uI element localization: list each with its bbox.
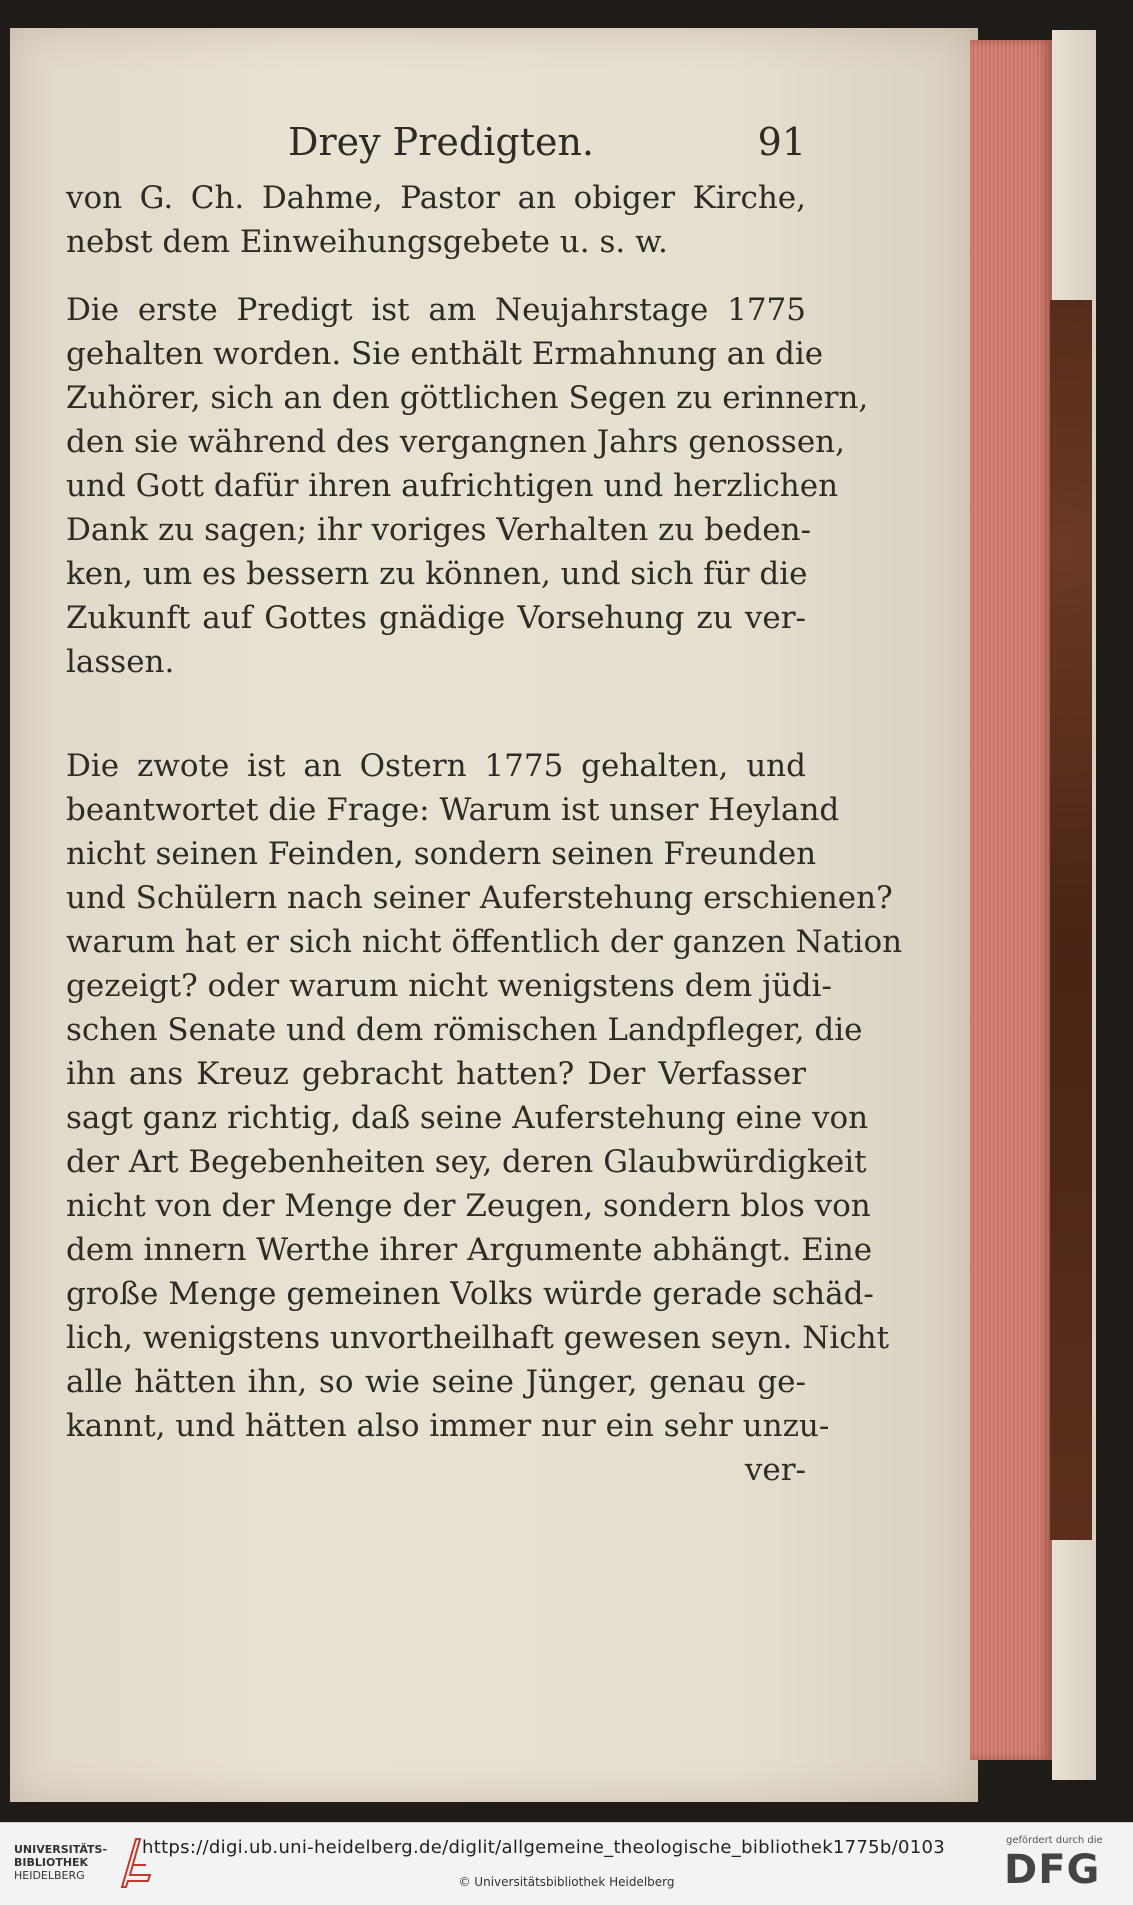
funding-caption: gefördert durch die <box>1006 1835 1103 1846</box>
library-name-line2: BIBLIOTHEK <box>14 1856 89 1869</box>
text-line: schen Senate und dem römischen Landpfleger, die <box>66 1012 863 1048</box>
text-line: warum hat er sich nicht öffentlich der ganzen Nation <box>66 924 903 960</box>
text-line: Die zwote ist an Ostern 1775 gehalten, und <box>66 748 806 784</box>
text-line: ihn ans Kreuz gebracht hatten? Der Verfasser <box>66 1056 806 1092</box>
text-line: Die erste Predigt ist am Neujahrstage 1775 <box>66 292 806 328</box>
text-line: gezeigt? oder warum nicht wenigstens dem jüdi- <box>66 968 832 1004</box>
text-line: nicht von der Menge der Zeugen, sondern blos von <box>66 1188 871 1224</box>
text-line: dem innern Werthe ihrer Argumente abhängt. Eine <box>66 1232 873 1268</box>
text-line: und Schülern nach seiner Auferstehung erschienen? <box>66 880 893 916</box>
text-line: den sie während des vergangnen Jahrs genossen, <box>66 424 845 460</box>
leather-binding <box>1050 300 1092 1540</box>
copyright-notice: © Universitätsbibliothek Heidelberg <box>458 1875 675 1889</box>
text-line: Zukunft auf Gottes gnädige Vorsehung zu ver- <box>66 600 806 636</box>
text-line: Zuhörer, sich an den göttlichen Segen zu erinnern, <box>66 380 869 416</box>
library-name-line3: HEIDELBERG <box>14 1869 85 1882</box>
text-line: und Gott dafür ihren aufrichtigen und herzlichen <box>66 468 839 504</box>
text-line: von G. Ch. Dahme, Pastor an obiger Kirche, <box>66 180 806 216</box>
viewer-footer <box>0 1822 1133 1905</box>
page-text <box>66 120 903 1492</box>
text-line: Dank zu sagen; ihr voriges Verhalten zu beden- <box>66 512 812 548</box>
paragraph-first-sermon <box>66 288 869 684</box>
text-line: beantwortet die Frage: Warum ist unser Heyland <box>66 792 840 828</box>
paragraph-second-sermon <box>66 744 903 1492</box>
text-line: nicht seinen Feinden, sondern seinen Freunden <box>66 836 817 872</box>
text-line: große Menge gemeinen Volks würde gerade schäd- <box>66 1276 874 1312</box>
text-line: gehalten worden. Sie enthält Ermahnung an die <box>66 336 824 372</box>
page-number: 91 <box>757 120 806 164</box>
running-head <box>66 120 806 176</box>
text-line: lich, wenigstens unvortheilhaft gewesen seyn. Nicht <box>66 1320 890 1356</box>
text-line: kannt, und hätten also immer nur ein sehr unzu- <box>66 1408 830 1444</box>
intro-paragraph <box>66 176 806 264</box>
catchword: ver- <box>744 1452 806 1488</box>
text-line: nebst dem Einweihungsgebete u. s. w. <box>66 224 668 260</box>
library-name-line1: UNIVERSITÄTS- <box>14 1843 108 1856</box>
text-line: ken, um es bessern zu können, und sich für die <box>66 556 808 592</box>
dfg-logo[interactable]: DFG <box>1004 1847 1101 1893</box>
text-line: der Art Begebenheiten sey, deren Glaubwürdigkeit <box>66 1144 867 1180</box>
text-line: alle hätten ihn, so wie seine Jünger, genau ge- <box>66 1364 806 1400</box>
text-line: sagt ganz richtig, daß seine Auferstehung eine von <box>66 1100 869 1136</box>
running-title: Drey Predigten. <box>288 120 595 164</box>
permalink-url[interactable]: https://digi.ub.uni-heidelberg.de/diglit/allgemeine_theologische_bibliothek1775b/0103 <box>142 1837 946 1858</box>
text-line: lassen. <box>66 644 175 680</box>
page-edges <box>970 40 1052 1760</box>
